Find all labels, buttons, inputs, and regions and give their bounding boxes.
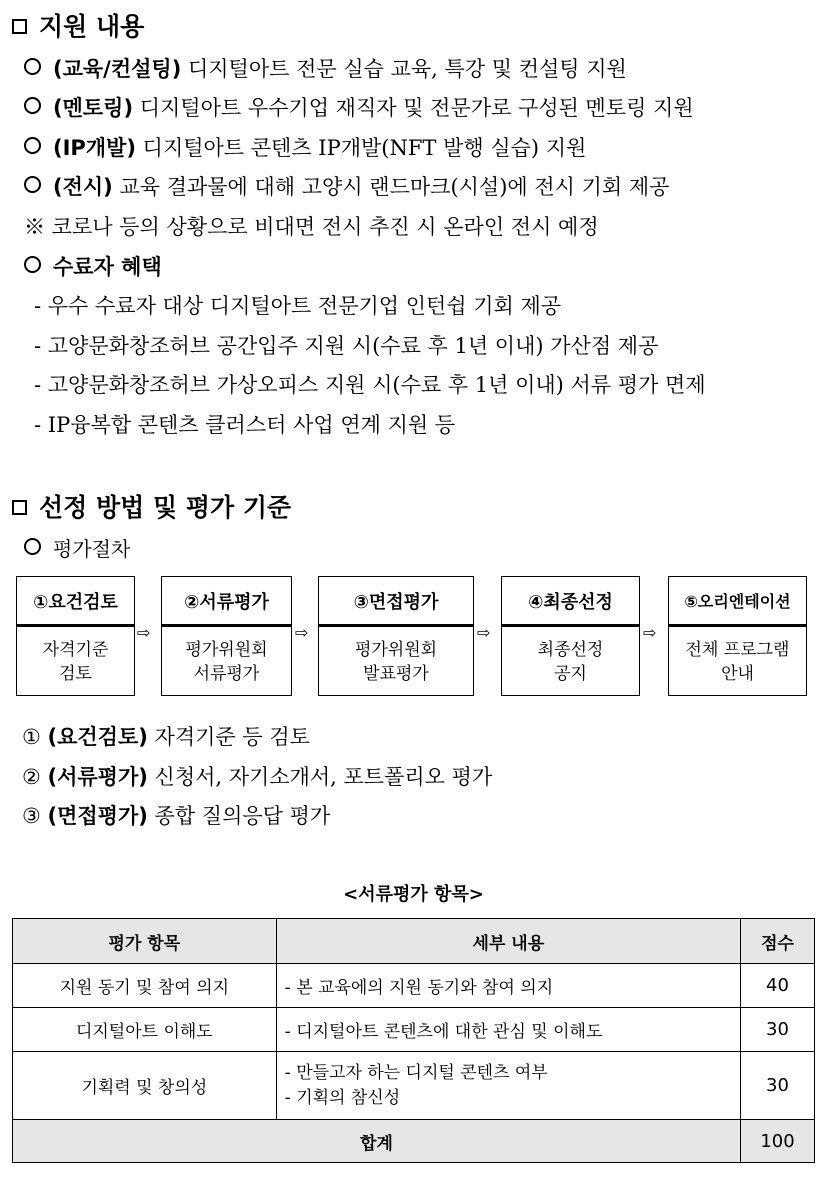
total-label: 합계 <box>13 1120 741 1163</box>
detail-item-1: ① (요건검토) 자격기준 등 검토 <box>22 725 310 749</box>
square-bullet-icon <box>12 19 27 34</box>
process-step-body: 전체 프로그램 안내 <box>685 640 790 684</box>
table-row <box>13 964 815 1008</box>
arrow-right-icon: ⇨ <box>295 623 309 642</box>
circle-bullet-icon <box>24 58 41 75</box>
benefit-item: - 고양문화창조허브 가상오피스 지원 시(수료 후 1년 이내) 서류 평가 면제 <box>34 373 706 397</box>
process-step-head: ②서류평가 <box>162 577 291 627</box>
support-item-ip: (IP개발) 디지털아트 콘텐츠 IP개발(NFT 발행 실습) 지원 <box>24 132 586 162</box>
table-header-row <box>13 919 815 964</box>
process-step-body: 평가위원회 발표평가 <box>354 640 438 684</box>
process-step-body: 자격기준 검토 <box>42 640 109 684</box>
row-score: 30 <box>741 1052 815 1120</box>
row-item: 디지털아트 이해도 <box>13 1008 277 1052</box>
table-row <box>13 1052 815 1120</box>
circle-bullet-icon <box>24 97 41 114</box>
process-step-body: 최종선정 공지 <box>537 640 604 684</box>
row-score: 30 <box>741 1008 815 1052</box>
process-step-body: 평가위원회 서류평가 <box>185 640 268 684</box>
table-row <box>13 1008 815 1052</box>
arrow-right-icon: ⇨ <box>643 623 657 642</box>
process-title: 평가절차 <box>24 533 130 562</box>
benefit-item: - IP융복합 콘텐츠 클러스터 사업 연계 지원 등 <box>34 413 456 437</box>
process-step-2 <box>161 576 292 696</box>
table-caption: <서류평가 항목> <box>343 884 484 905</box>
circle-bullet-icon <box>24 538 41 555</box>
detail-item-2: ② (서류평가) 신청서, 자기소개서, 포트폴리오 평가 <box>22 765 493 789</box>
header-item: 평가 항목 <box>13 919 277 964</box>
total-score: 100 <box>741 1120 815 1163</box>
square-bullet-icon <box>12 500 27 515</box>
circle-bullet-icon <box>24 256 41 273</box>
process-step-head: ③면접평가 <box>319 577 473 627</box>
row-detail: - 본 교육에의 지원 동기와 참여 의지 <box>276 964 740 1008</box>
arrow-right-icon: ⇨ <box>137 623 151 642</box>
row-item: 지원 동기 및 참여 의지 <box>13 964 277 1008</box>
circle-bullet-icon <box>24 176 41 193</box>
support-item-education: (교육/컨설팅) 디지털아트 전문 실습 교육, 특강 및 컨설팅 지원 <box>24 53 627 83</box>
process-step-1 <box>16 576 135 696</box>
support-item-mentoring: (멘토링) 디지털아트 우수기업 재직자 및 전문가로 구성된 멘토링 지원 <box>24 92 694 122</box>
section-title-selection: 선정 방법 및 평가 기준 <box>12 488 291 524</box>
row-score: 40 <box>741 964 815 1008</box>
benefit-item: - 우수 수료자 대상 디지털아트 전문기업 인턴쉽 기회 제공 <box>34 294 562 318</box>
support-item-exhibition: (전시) 교육 결과물에 대해 고양시 랜드마크(시설)에 전시 기회 제공 <box>24 171 669 201</box>
process-step-head: ④최종선정 <box>502 577 639 627</box>
arrow-right-icon: ⇨ <box>477 623 491 642</box>
benefit-item: - 고양문화창조허브 공간입주 지원 시(수료 후 1년 이내) 가산점 제공 <box>34 334 659 358</box>
header-score: 점수 <box>741 919 815 964</box>
row-detail: - 디지털아트 콘텐츠에 대한 관심 및 이해도 <box>276 1008 740 1052</box>
process-step-4 <box>501 576 640 696</box>
benefits-title: 수료자 혜택 <box>24 251 162 281</box>
row-detail: - 만들고자 하는 디지털 콘텐츠 여부 - 기획의 참신성 <box>276 1052 740 1120</box>
detail-item-3: ③ (면접평가) 종합 질의응답 평가 <box>22 804 331 828</box>
header-detail: 세부 내용 <box>276 919 740 964</box>
evaluation-table <box>12 918 815 1163</box>
circle-bullet-icon <box>24 137 41 154</box>
table-total-row <box>13 1120 815 1163</box>
process-step-head: ①요건검토 <box>17 577 134 627</box>
row-item: 기획력 및 창의성 <box>13 1052 277 1120</box>
section-title-support: 지원 내용 <box>12 7 144 43</box>
process-step-5 <box>668 576 807 696</box>
exhibition-note: ※ 코로나 등의 상황으로 비대면 전시 추진 시 온라인 전시 예정 <box>24 215 599 239</box>
process-step-3 <box>318 576 474 696</box>
process-step-head: ⑤오리엔테이션 <box>669 577 806 627</box>
